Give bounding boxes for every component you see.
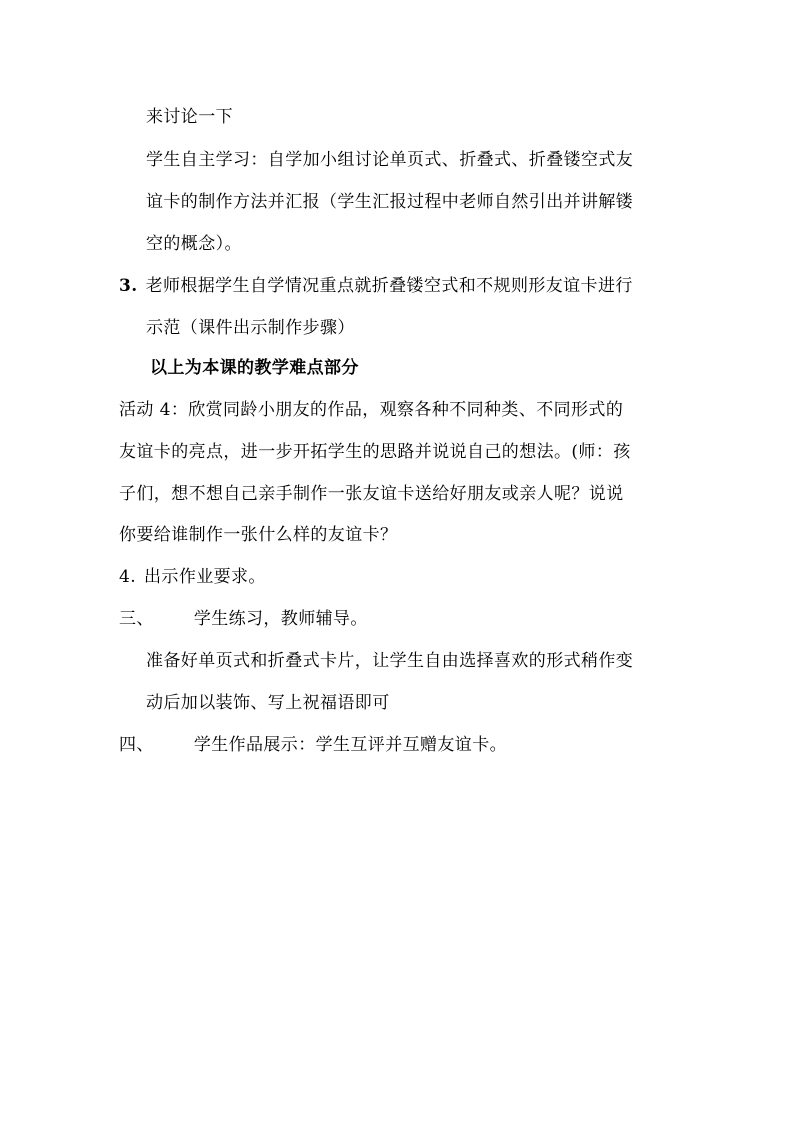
item-number: 4. <box>119 567 137 587</box>
section-heading: 学生练习，教师辅导。 <box>193 609 368 629</box>
text-line: 出示作业要求。 <box>144 567 266 587</box>
text-line: 谊卡的制作方法并汇报（学生汇报过程中老师自然引出并讲解镂 <box>146 192 634 212</box>
section-heading: 学生作品展示：学生互评并互赠友谊卡。 <box>193 735 508 755</box>
section-number: 四、 <box>119 735 154 755</box>
section-number: 三、 <box>119 609 154 629</box>
text-line: 动后加以装饰、写上祝福语即可 <box>146 693 390 713</box>
text-line: 示范（课件出示制作步骤） <box>146 318 355 338</box>
item-number: 3. <box>119 276 138 296</box>
text-line: 活动 4：欣赏同龄小朋友的作品，观察各种不同种类、不同形式的 <box>119 400 624 420</box>
text-line: 空的概念）。 <box>146 234 242 254</box>
text-line: 你要给谁制作一张什么样的友谊卡？ <box>119 525 398 545</box>
numbered-item-4 <box>119 566 266 588</box>
text-line: 来讨论一下 <box>146 107 233 127</box>
numbered-item-3 <box>119 275 633 297</box>
section-4 <box>119 734 507 756</box>
text-line: 友谊卡的亮点，进一步开拓学生的思路并说说自己的想法。(师：孩 <box>119 442 631 462</box>
text-line: 子们，想不想自己亲手制作一张友谊卡送给好朋友或亲人呢？说说 <box>119 484 624 504</box>
emphasis-note: 以上为本课的教学难点部分 <box>150 358 359 378</box>
text-line: 老师根据学生自学情况重点就折叠镂空式和不规则形友谊卡进行 <box>145 276 633 296</box>
text-line: 准备好单页式和折叠式卡片，让学生自由选择喜欢的形式稍作变 <box>146 651 634 671</box>
section-3 <box>119 608 368 630</box>
text-line: 学生自主学习：自学加小组讨论单页式、折叠式、折叠镂空式友 <box>146 150 634 170</box>
